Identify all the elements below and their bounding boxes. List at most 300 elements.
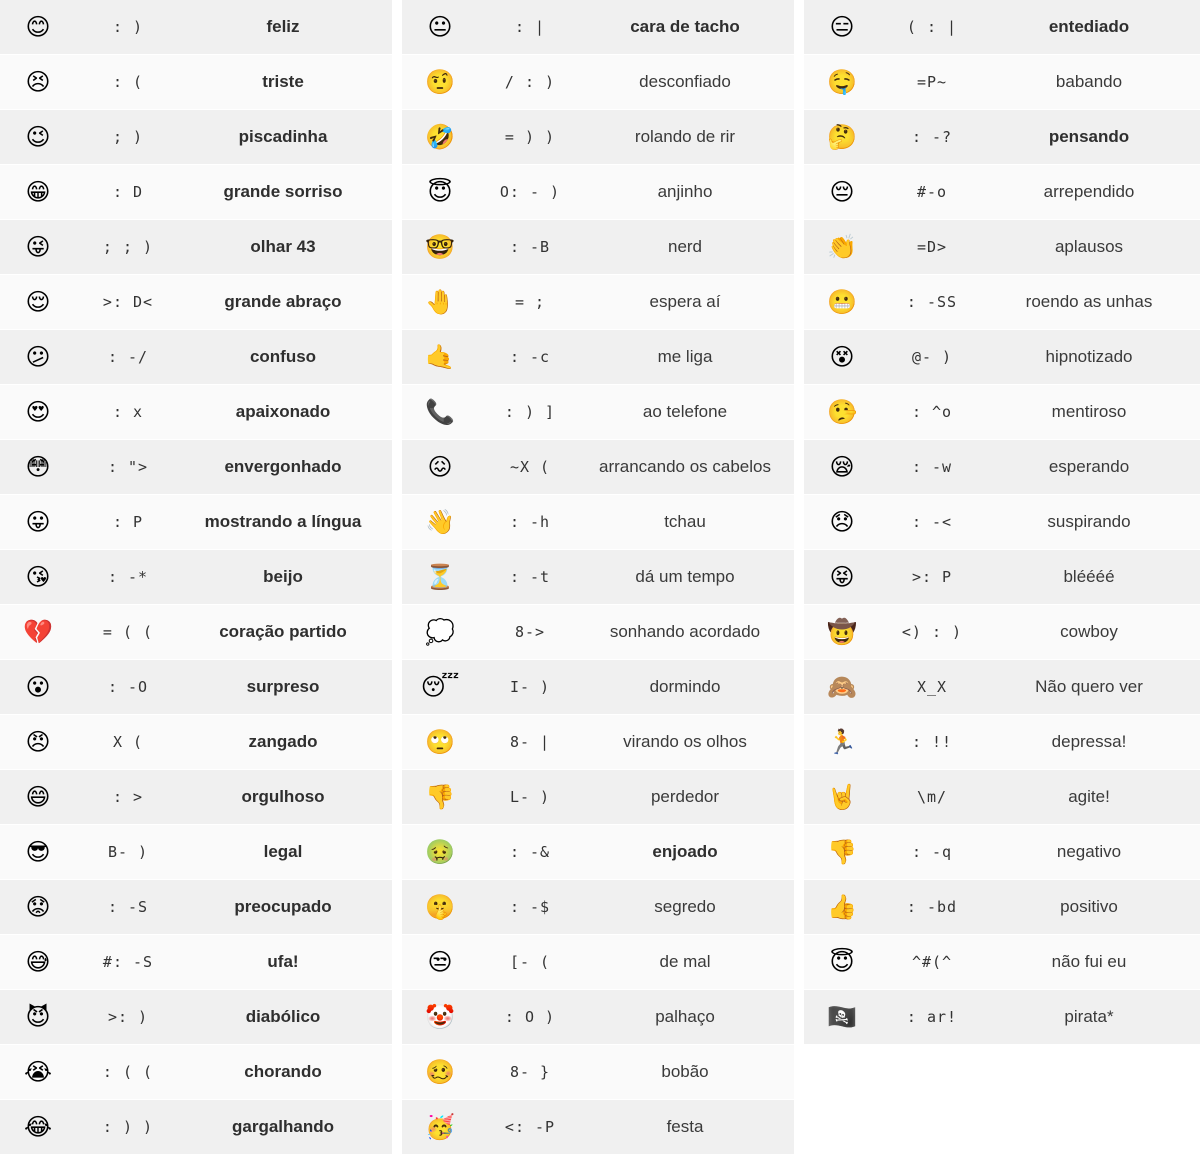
emoticon-code: : -* — [107, 568, 149, 586]
emoticon-glyph: 🤓 — [425, 233, 455, 261]
emoticon-row[interactable] — [402, 0, 794, 55]
emoticon-glyph: 😇 — [829, 948, 855, 976]
emoticon-glyph: 🤣 — [425, 123, 455, 151]
emoticon-icon — [402, 165, 478, 219]
emoticon-glyph: 😎 — [25, 838, 51, 866]
emoticon-icon — [0, 550, 76, 604]
emoticon-code: : -bd — [906, 898, 958, 916]
emoticon-label: mostrando a língua — [204, 512, 362, 531]
emoticon-label: bobão — [661, 1062, 709, 1081]
emoticon-icon — [402, 605, 478, 659]
emoticon-glyph: 😞 — [829, 508, 855, 536]
emoticon-glyph: 😑 — [829, 13, 855, 41]
emoticon-row[interactable] — [0, 1100, 392, 1155]
emoticon-code: B- ) — [107, 843, 149, 861]
emoticon-label: hipnotizado — [1045, 347, 1133, 366]
emoticon-icon — [402, 385, 478, 439]
emoticon-glyph: 😝 — [829, 563, 855, 591]
emoticon-icon — [804, 990, 880, 1044]
emoticon-code: @- ) — [911, 348, 953, 366]
emoticon-icon — [402, 1045, 478, 1099]
emoticon-row[interactable] — [0, 495, 392, 550]
emoticon-code: : -t — [509, 568, 551, 586]
emoticon-row[interactable] — [0, 770, 392, 825]
emoticon-code: : -w — [911, 458, 953, 476]
emoticon-glyph: 🤠 — [827, 618, 857, 646]
emoticon-row[interactable] — [0, 220, 392, 275]
emoticon-code: : "> — [107, 458, 149, 476]
emoticon-row[interactable] — [0, 165, 392, 220]
emoticon-icon — [804, 660, 880, 714]
emoticon-icon — [804, 330, 880, 384]
emoticon-icon — [0, 605, 76, 659]
emoticon-label: roendo as unhas — [1025, 292, 1153, 311]
emoticon-label: beijo — [263, 567, 303, 586]
emoticon-code: : -/ — [107, 348, 149, 366]
emoticon-icon — [804, 165, 880, 219]
emoticon-label: tchau — [664, 512, 706, 531]
emoticon-code: #-o — [916, 183, 948, 201]
emoticon-row[interactable] — [804, 880, 1200, 935]
emoticon-row[interactable] — [402, 770, 794, 825]
emoticon-label: arrependido — [1043, 182, 1135, 201]
emoticon-row[interactable] — [804, 605, 1200, 660]
emoticon-code: : ^o — [911, 403, 953, 421]
emoticon-icon — [804, 495, 880, 549]
emoticon-label: cara de tacho — [630, 17, 740, 36]
emoticon-label: rolando de rir — [634, 127, 736, 146]
emoticon-glyph: ⏳ — [425, 563, 455, 591]
emoticon-row[interactable] — [0, 550, 392, 605]
emoticon-glyph: 🤙 — [425, 343, 455, 371]
emoticon-label: segredo — [654, 897, 716, 916]
emoticon-icon — [0, 0, 76, 54]
emoticon-label: triste — [262, 72, 304, 91]
emoticon-glyph: 👍 — [827, 893, 857, 921]
emoticon-code: : ) ] — [504, 403, 556, 421]
emoticon-row[interactable] — [0, 935, 392, 990]
emoticon-glyph: 😐 — [427, 13, 453, 41]
emoticon-code: <: -P — [504, 1118, 556, 1136]
emoticon-glyph: 🤫 — [425, 893, 455, 921]
emoticon-glyph: 😵 — [829, 343, 855, 371]
emoticon-label: aplausos — [1054, 237, 1124, 256]
emoticon-glyph: 😁 — [25, 178, 51, 206]
emoticon-glyph: 😒 — [427, 948, 453, 976]
emoticon-label: pensando — [1048, 127, 1130, 146]
emoticon-code: : -SS — [906, 293, 958, 311]
emoticon-icon — [402, 1100, 478, 1154]
emoticon-glyph: 😭 — [23, 1058, 53, 1086]
emoticon-glyph: 🙈 — [827, 673, 857, 701]
emoticon-label: esperando — [1048, 457, 1130, 476]
emoticon-label: virando os olhos — [623, 732, 747, 751]
emoticon-code: = ( ( — [102, 623, 154, 641]
emoticon-label: depressa! — [1051, 732, 1127, 751]
emoticon-code: 8- } — [509, 1063, 551, 1081]
emoticon-icon — [402, 0, 478, 54]
emoticon-label: negativo — [1056, 842, 1122, 861]
emoticon-row[interactable] — [804, 770, 1200, 825]
emoticon-glyph: 🤚 — [425, 288, 455, 316]
emoticon-row[interactable] — [402, 660, 794, 715]
emoticon-row[interactable] — [402, 110, 794, 165]
emoticon-icon — [0, 55, 76, 109]
emoticon-icon — [804, 110, 880, 164]
emoticon-row[interactable] — [0, 55, 392, 110]
emoticon-row[interactable] — [804, 715, 1200, 770]
emoticon-label: enjoado — [652, 842, 718, 861]
emoticon-glyph: 😄 — [25, 783, 51, 811]
emoticon-label: gargalhando — [231, 1117, 334, 1136]
emoticon-glyph: 👎 — [425, 783, 455, 811]
emoticon-glyph: 👏 — [827, 233, 857, 261]
emoticon-glyph: 😪 — [829, 453, 855, 481]
emoticon-label: cowboy — [1060, 622, 1118, 641]
emoticon-icon — [0, 880, 76, 934]
emoticon-glyph: 🏴‍☠️ — [827, 1003, 857, 1031]
emoticon-glyph: 😖 — [427, 453, 453, 481]
emoticon-glyph: 😕 — [25, 343, 51, 371]
emoticon-icon — [804, 715, 880, 769]
emoticon-glyph: 💭 — [425, 618, 455, 646]
emoticon-glyph: 😬 — [827, 288, 857, 316]
emoticon-icon — [804, 550, 880, 604]
emoticon-icon — [804, 55, 880, 109]
emoticon-row[interactable] — [804, 0, 1200, 55]
emoticon-code: [- ( — [509, 953, 551, 971]
emoticon-code: X_X — [916, 678, 948, 696]
emoticon-row[interactable] — [804, 55, 1200, 110]
emoticon-icon — [402, 990, 478, 1044]
emoticon-label: não fui eu — [1051, 952, 1127, 971]
emoticon-row[interactable] — [804, 220, 1200, 275]
emoticon-glyph: 😇 — [427, 178, 453, 206]
emoticon-row[interactable] — [804, 935, 1200, 990]
emoticon-icon — [0, 1045, 76, 1099]
emoticon-code: >: ) — [107, 1008, 149, 1026]
emoticon-row[interactable] — [0, 330, 392, 385]
emoticon-icon — [804, 220, 880, 274]
emoticon-label: festa — [666, 1117, 704, 1136]
emoticon-glyph: 😣 — [25, 68, 51, 96]
emoticon-row[interactable] — [402, 440, 794, 495]
emoticon-icon — [0, 935, 76, 989]
emoticon-label: palhaço — [655, 1007, 715, 1026]
emoticon-icon — [402, 825, 478, 879]
emoticon-row[interactable] — [402, 825, 794, 880]
emoticon-row[interactable] — [402, 880, 794, 935]
emoticon-icon — [0, 715, 76, 769]
emoticon-glyph: 👎 — [827, 838, 857, 866]
emoticon-glyph: 😊 — [25, 13, 51, 41]
emoticon-row[interactable] — [0, 605, 392, 660]
emoticon-label: olhar 43 — [250, 237, 316, 256]
emoticon-code: ~X ( — [509, 458, 551, 476]
emoticon-label: mentiroso — [1051, 402, 1127, 421]
emoticon-label: orgulhoso — [241, 787, 325, 806]
emoticon-code: : -$ — [509, 898, 551, 916]
emoticon-icon — [0, 165, 76, 219]
emoticon-row[interactable] — [804, 990, 1200, 1045]
emoticon-row[interactable] — [402, 165, 794, 220]
emoticon-row[interactable] — [0, 990, 392, 1045]
emoticon-icon — [0, 1100, 76, 1154]
emoticon-glyph: 👋 — [425, 508, 455, 536]
emoticon-code: : O ) — [504, 1008, 556, 1026]
emoticon-code: : ) ) — [102, 1118, 154, 1136]
emoticon-icon — [804, 605, 880, 659]
emoticon-label: perdedor — [650, 787, 720, 806]
emoticon-icon — [402, 110, 478, 164]
emoticon-icon — [402, 660, 478, 714]
emoticon-icon — [402, 275, 478, 329]
emoticon-row[interactable] — [402, 1045, 794, 1100]
emoticon-glyph: 🤡 — [425, 1003, 455, 1031]
emoticon-label: chorando — [244, 1062, 322, 1081]
emoticon-glyph: 😍 — [25, 398, 51, 426]
emoticon-label: bléééé — [1063, 567, 1115, 586]
emoticon-glyph: 😉 — [25, 123, 51, 151]
emoticon-label: de mal — [659, 952, 711, 971]
emoticon-column-2 — [402, 0, 794, 1155]
emoticon-glyph: 😠 — [25, 728, 51, 756]
emoticon-code: : > — [112, 788, 144, 806]
emoticon-label: anjinho — [657, 182, 713, 201]
emoticon-glyph: 😟 — [25, 893, 51, 921]
emoticon-row[interactable] — [804, 440, 1200, 495]
emoticon-icon — [0, 385, 76, 439]
emoticon-column-1 — [0, 0, 392, 1155]
emoticon-icon — [0, 220, 76, 274]
emoticon-code: : ) — [112, 18, 144, 36]
emoticon-code: ; ; ) — [102, 238, 154, 256]
emoticon-code: O: - ) — [499, 183, 561, 201]
emoticon-glyph: 🙄 — [425, 728, 455, 756]
emoticon-label: me liga — [657, 347, 713, 366]
emoticon-code: = ) ) — [504, 128, 556, 146]
emoticon-label: nerd — [667, 237, 703, 256]
emoticon-label: diabólico — [245, 1007, 321, 1026]
emoticon-icon — [402, 770, 478, 824]
emoticon-label: sonhando acordado — [609, 622, 761, 641]
emoticon-label: feliz — [266, 17, 300, 36]
emoticon-row[interactable] — [804, 330, 1200, 385]
emoticon-label: ufa! — [267, 952, 299, 971]
emoticon-row[interactable] — [402, 330, 794, 385]
emoticon-icon — [0, 275, 76, 329]
emoticon-row[interactable] — [804, 385, 1200, 440]
emoticon-code: : -< — [911, 513, 953, 531]
emoticon-code: : P — [112, 513, 144, 531]
emoticon-glyph: 🤤 — [827, 68, 857, 96]
emoticon-icon — [402, 880, 478, 934]
emoticon-icon — [0, 110, 76, 164]
emoticon-label: piscadinha — [238, 127, 328, 146]
emoticon-label: agite! — [1068, 787, 1110, 806]
emoticon-column-3 — [804, 0, 1200, 1045]
emoticon-glyph: 😜 — [25, 233, 51, 261]
emoticon-row[interactable] — [402, 550, 794, 605]
emoticon-glyph: 😂 — [23, 1113, 53, 1141]
emoticon-label: ao telefone — [642, 402, 728, 421]
emoticon-label: grande sorriso — [223, 182, 343, 201]
emoticon-code: : -c — [509, 348, 551, 366]
emoticon-icon — [402, 220, 478, 274]
emoticon-row[interactable] — [402, 715, 794, 770]
emoticon-glyph: 😔 — [829, 178, 855, 206]
emoticon-row[interactable] — [402, 605, 794, 660]
emoticon-row[interactable] — [804, 165, 1200, 220]
emoticon-row[interactable] — [402, 220, 794, 275]
emoticon-row[interactable] — [402, 275, 794, 330]
emoticon-row[interactable] — [402, 55, 794, 110]
emoticon-icon — [804, 385, 880, 439]
emoticon-code: I- ) — [509, 678, 551, 696]
emoticon-icon — [0, 440, 76, 494]
emoticon-label: arrancando os cabelos — [598, 457, 771, 476]
emoticon-icon — [0, 660, 76, 714]
emoticon-label: positivo — [1060, 897, 1118, 916]
emoticon-glyph: 😛 — [25, 508, 51, 536]
emoticon-glyph: 📞 — [425, 398, 455, 426]
emoticon-label: legal — [263, 842, 303, 861]
emoticon-icon — [804, 440, 880, 494]
emoticon-row[interactable] — [0, 880, 392, 935]
emoticon-icon — [402, 715, 478, 769]
emoticon-code: / : ) — [504, 73, 556, 91]
emoticon-label: coração partido — [219, 622, 347, 641]
emoticon-row[interactable] — [804, 825, 1200, 880]
emoticon-label: preocupado — [234, 897, 332, 916]
emoticon-code: : -? — [911, 128, 953, 146]
emoticon-code: : ( ( — [102, 1063, 154, 1081]
emoticon-glyph: 🥳 — [425, 1113, 455, 1141]
emoticon-icon — [0, 990, 76, 1044]
emoticon-icon — [0, 770, 76, 824]
emoticon-code: : x — [112, 403, 144, 421]
emoticon-icon — [804, 935, 880, 989]
emoticon-code: \m/ — [916, 788, 948, 806]
emoticon-row[interactable] — [0, 110, 392, 165]
emoticon-glyph: 🤔 — [827, 123, 857, 151]
emoticon-icon — [402, 550, 478, 604]
emoticon-code: X ( — [112, 733, 144, 751]
emoticon-code: ^#(^ — [911, 953, 953, 971]
emoticon-code: 8- | — [509, 733, 551, 751]
emoticon-row[interactable] — [402, 495, 794, 550]
emoticon-icon — [402, 55, 478, 109]
emoticon-code: ( : | — [906, 18, 958, 36]
emoticon-code: <) : ) — [901, 623, 963, 641]
emoticon-row[interactable] — [402, 385, 794, 440]
emoticon-code: : !! — [911, 733, 953, 751]
emoticon-icon — [0, 330, 76, 384]
emoticon-code: : | — [514, 18, 546, 36]
emoticon-row[interactable] — [804, 110, 1200, 165]
emoticon-code: : -B — [509, 238, 551, 256]
emoticon-label: Não quero ver — [1035, 677, 1143, 696]
emoticon-label: suspirando — [1047, 512, 1131, 531]
emoticon-glyph: 🏃 — [827, 728, 857, 756]
emoticon-row[interactable] — [0, 385, 392, 440]
emoticon-glyph: 🤥 — [827, 398, 857, 426]
emoticon-code: : -O — [107, 678, 149, 696]
emoticon-icon — [804, 275, 880, 329]
emoticon-label: apaixonado — [235, 402, 331, 421]
emoticon-row[interactable] — [402, 1100, 794, 1155]
emoticon-row[interactable] — [804, 660, 1200, 715]
emoticon-glyph: 😌 — [25, 288, 51, 316]
emoticon-icon — [402, 495, 478, 549]
emoticon-glyph: 😅 — [25, 948, 51, 976]
emoticon-label: envergonhado — [224, 457, 342, 476]
emoticon-code: : D — [112, 183, 144, 201]
emoticon-row[interactable] — [804, 550, 1200, 605]
emoticon-icon — [0, 495, 76, 549]
emoticon-code: : -q — [911, 843, 953, 861]
emoticon-label: surpreso — [246, 677, 320, 696]
emoticon-label: zangado — [248, 732, 318, 751]
emoticon-glyph: 🤘 — [827, 783, 857, 811]
emoticon-code: ; ) — [112, 128, 144, 146]
emoticon-code: = ; — [514, 293, 546, 311]
emoticon-row[interactable] — [0, 660, 392, 715]
emoticon-icon — [402, 935, 478, 989]
emoticon-glyph: 🤢 — [425, 838, 455, 866]
emoticon-row[interactable] — [0, 1045, 392, 1100]
emoticon-glyph: 💔 — [23, 618, 53, 646]
emoticon-code: : -& — [509, 843, 551, 861]
emoticon-code: =P~ — [916, 73, 948, 91]
emoticon-code: >: P — [911, 568, 953, 586]
emoticon-label: dormindo — [649, 677, 721, 696]
emoticon-code: =D> — [916, 238, 948, 256]
emoticon-row[interactable] — [0, 275, 392, 330]
emoticon-label: confuso — [249, 347, 317, 366]
emoticon-code: : ( — [112, 73, 144, 91]
emoticon-code: >: D< — [102, 293, 154, 311]
emoticon-glyph: 🤨 — [425, 68, 455, 96]
emoticon-row[interactable] — [0, 440, 392, 495]
emoticon-code: L- ) — [509, 788, 551, 806]
emoticon-icon — [402, 330, 478, 384]
emoticon-row[interactable] — [0, 0, 392, 55]
emoticon-label: entediado — [1048, 17, 1130, 36]
emoticon-label: babando — [1055, 72, 1123, 91]
emoticon-icon — [804, 0, 880, 54]
emoticon-label: espera aí — [649, 292, 721, 311]
emoticon-row[interactable] — [0, 825, 392, 880]
emoticon-code: : -h — [509, 513, 551, 531]
emoticon-label: pirata* — [1064, 1007, 1114, 1026]
emoticon-row[interactable] — [804, 275, 1200, 330]
emoticon-row[interactable] — [0, 715, 392, 770]
emoticon-label: desconfiado — [639, 72, 731, 91]
emoticon-glyph: 😮 — [25, 673, 51, 701]
emoticon-row[interactable] — [402, 990, 794, 1045]
emoticon-row[interactable] — [402, 935, 794, 990]
emoticon-glyph: 🥴 — [425, 1058, 455, 1086]
emoticon-code: #: -S — [102, 953, 154, 971]
emoticon-icon — [402, 440, 478, 494]
emoticon-code: : ar! — [906, 1008, 958, 1026]
emoticon-code: : -S — [107, 898, 149, 916]
emoticon-code: 8-> — [514, 623, 546, 641]
emoticon-icon — [0, 825, 76, 879]
emoticon-icon — [804, 825, 880, 879]
emoticon-row[interactable] — [804, 495, 1200, 550]
